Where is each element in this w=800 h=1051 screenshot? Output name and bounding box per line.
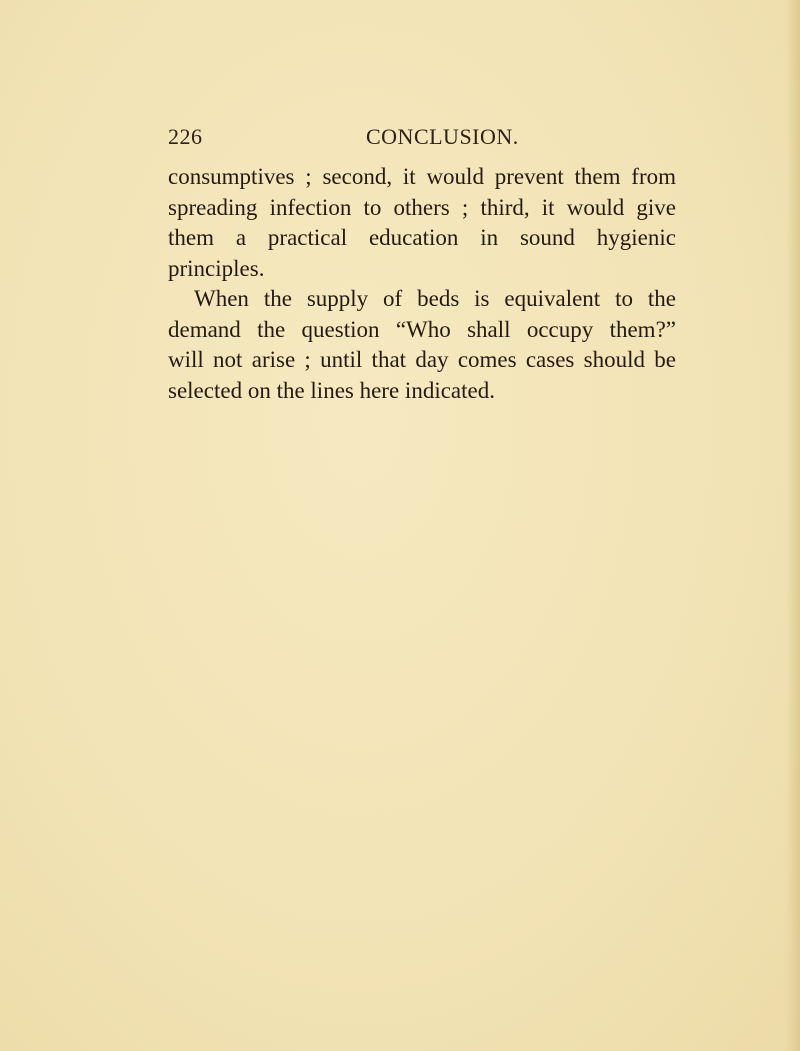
text-line: demand the question “Who shall occupy them?” bbox=[168, 316, 676, 342]
body-text bbox=[168, 162, 676, 406]
page-number: 226 bbox=[168, 124, 203, 149]
text-line: will not arise ; until that day comes cases should be bbox=[168, 347, 676, 372]
chapter-title: CONCLUSION. bbox=[366, 124, 519, 149]
paragraph bbox=[168, 162, 676, 284]
text-line: them a practical education in sound hygienic bbox=[168, 225, 676, 250]
text-line: spreading infection to others ; third, it would give bbox=[168, 194, 676, 220]
running-head bbox=[168, 124, 676, 154]
text-line: When the supply of beds is equivalent to the bbox=[194, 286, 676, 311]
paragraph bbox=[168, 284, 676, 406]
text-line: principles. bbox=[168, 255, 265, 281]
text-line: consumptives ; second, it would prevent them from bbox=[168, 164, 676, 189]
page-edge-shadow bbox=[786, 0, 800, 1051]
text-line: selected on the lines here indicated. bbox=[168, 377, 495, 403]
